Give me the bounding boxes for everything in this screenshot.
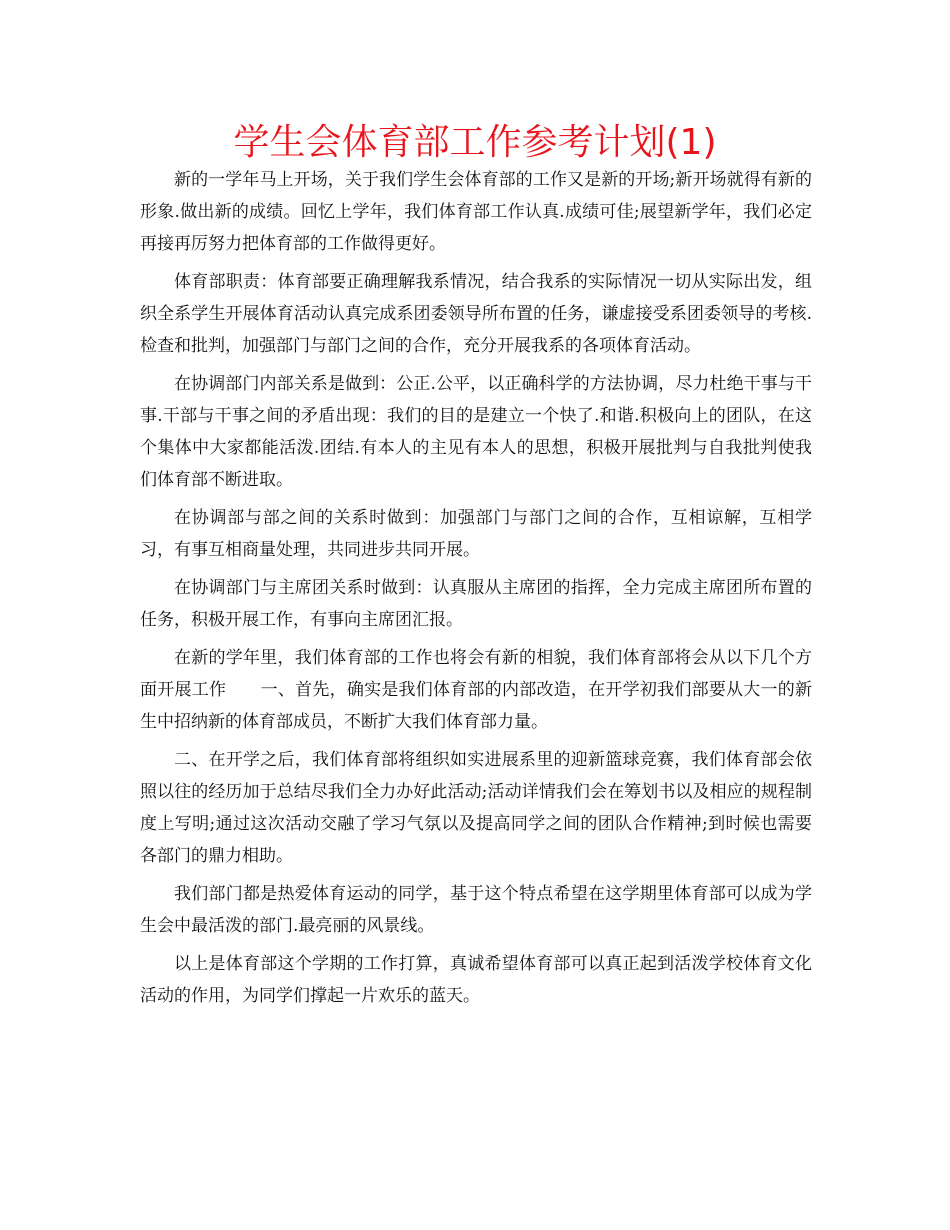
paragraph-2: 体育部职责：体育部要正确理解我系情况，结合我系的实际情况一切从实际出发，组织全系学生开展体育活动认真完成系团委领导所布置的任务，谦虚接受系团委领导的考核.检查和批判，加强部门与部门之间的合作，充分开展我系的各项体育活动。 (140, 272, 812, 356)
document-body (140, 164, 812, 1018)
document-title: 学生会体育部工作参考计划(1) (233, 122, 717, 163)
paragraph-1: 新的一学年马上开场，关于我们学生会体育部的工作又是新的开场;新开场就得有新的形象.做出新的成绩。回忆上学年，我们体育部工作认真.成绩可佳;展望新学年，我们必定再接再厉努力把体育部的工作做得更好。 (140, 170, 812, 254)
paragraph-3: 在协调部门内部关系是做到：公正.公平，以正确科学的方法协调，尽力杜绝干事与干事.干部与干事之间的矛盾出现：我们的目的是建立一个快了.和谐.积极向上的团队，在这个集体中大家都能活泼.团结.有本人的主见有本人的思想，积极开展批判与自我批判使我们体育部不断进取。 (140, 374, 812, 490)
paragraph-5: 在协调部门与主席团关系时做到：认真服从主席团的指挥，全力完成主席团所布置的任务，积极开展工作，有事向主席团汇报。 (140, 578, 812, 630)
paragraph-7: 二、在开学之后，我们体育部将组织如实进展系里的迎新篮球竞赛，我们体育部会依照以往的经历加于总结尽我们全力办好此活动;活动详情我们会在筹划书以及相应的规程制度上写明;通过这次活动交融了学习气氛以及提高同学之间的团队合作精神;到时候也需要各部门的鼎力相助。 (140, 750, 812, 866)
paragraph-8: 我们部门都是热爱体育运动的同学，基于这个特点希望在这学期里体育部可以成为学生会中最活泼的部门.最亮丽的风景线。 (140, 884, 812, 936)
paragraph-9: 以上是体育部这个学期的工作打算，真诚希望体育部可以真正起到活泼学校体育文化活动的作用，为同学们撑起一片欢乐的蓝天。 (140, 954, 812, 1006)
paragraph-6: 在新的学年里，我们体育部的工作也将会有新的相貌，我们体育部将会从以下几个方面开展工作 一、首先，确实是我们体育部的内部改造，在开学初我们部要从大一的新生中招纳新的体育部成员，不断扩大我们体育部力量。 (140, 648, 812, 732)
paragraph-4: 在协调部与部之间的关系时做到：加强部门与部门之间的合作，互相谅解，互相学习，有事互相商量处理，共同进步共同开展。 (140, 508, 812, 560)
